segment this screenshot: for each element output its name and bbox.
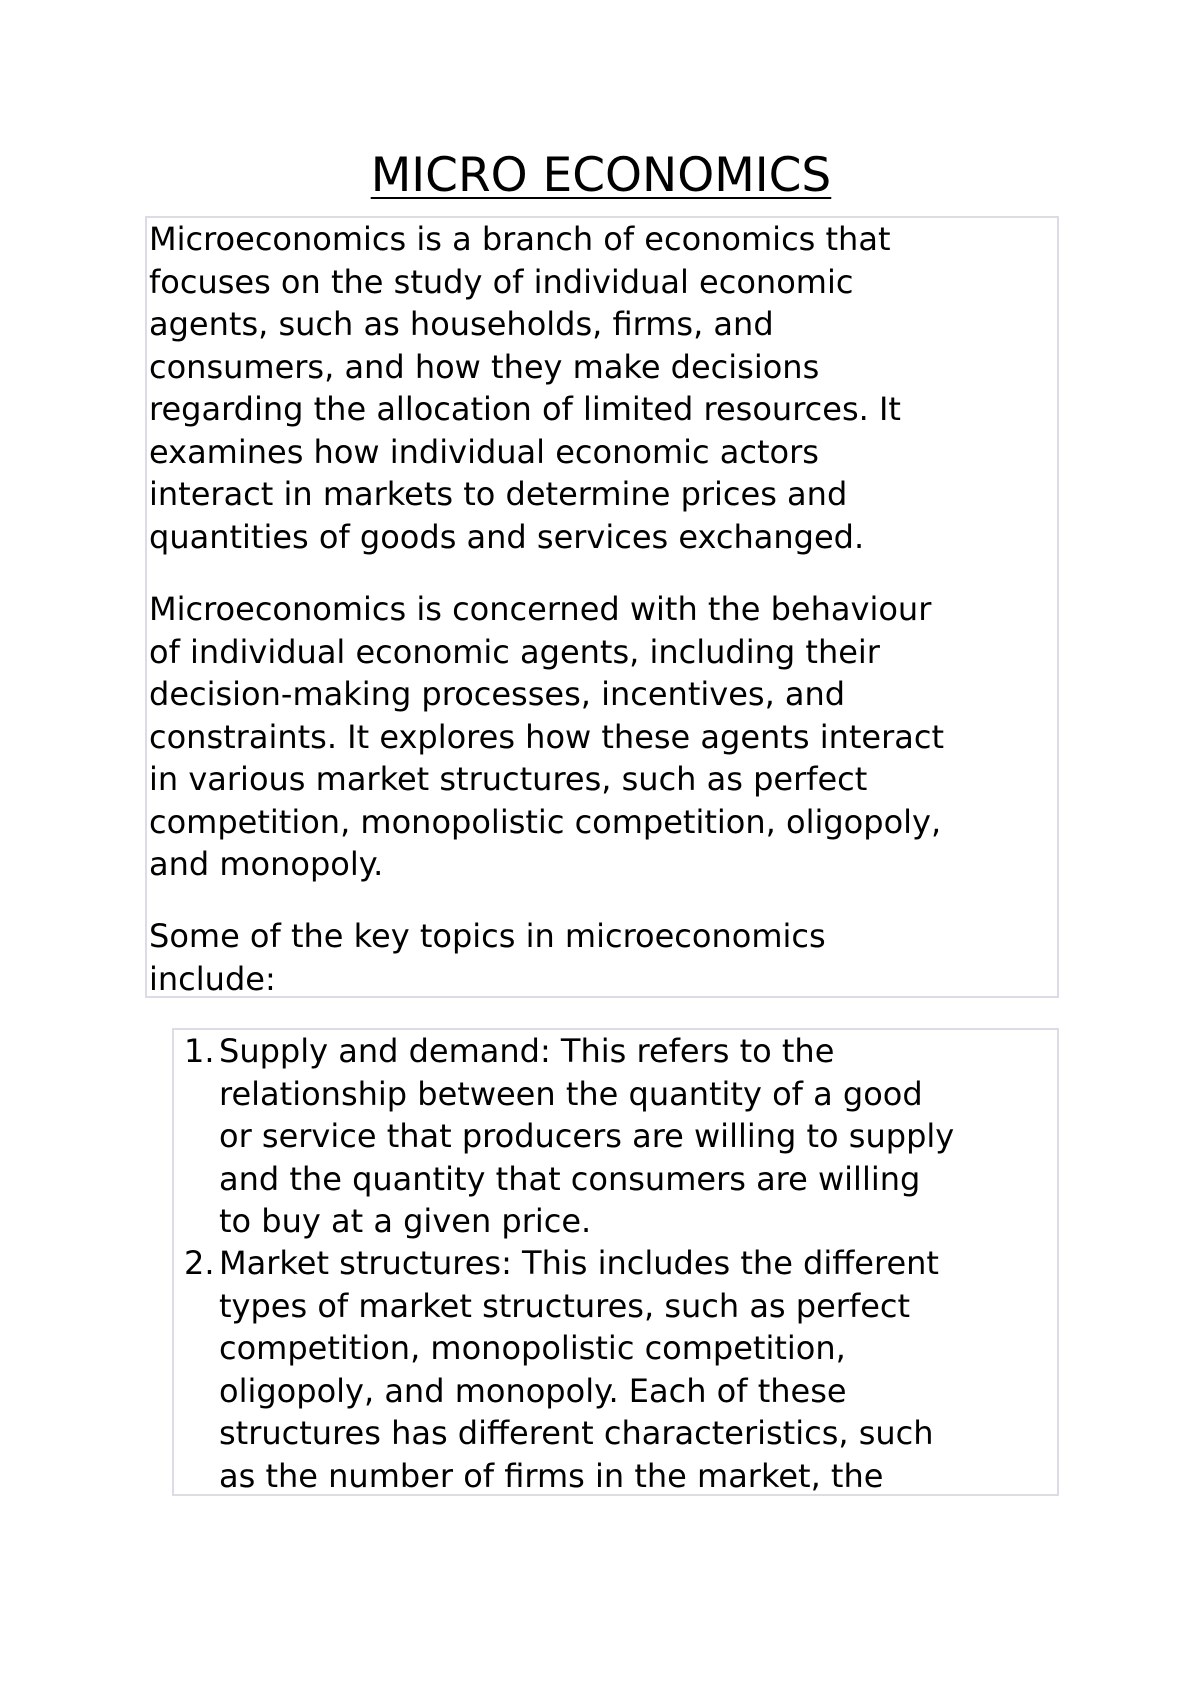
topics-list [172,1028,1059,1496]
text-line: include: [149,959,276,998]
text-line: and monopoly. [149,845,384,883]
text-line: oligopoly, and monopoly. Each of these [219,1371,847,1410]
page-title: MICRO ECONOMICS [370,148,832,203]
list-item-text [219,1030,954,1243]
list-number: 1. [184,1032,215,1070]
text-line: of individual economic agents, including their [149,632,880,671]
text-line: relationship between the quantity of a good [219,1074,923,1113]
intro-text-box [145,216,1059,998]
text-line: in various market structures, such as perfect [149,760,868,798]
text-line: Some of the key topics in microeconomics [149,917,826,955]
text-line: constraints. It explores how these agents interact [149,717,944,756]
text-line: quantities of goods and services exchanged. [149,517,865,556]
text-line: examines how individual economic actors [149,432,819,471]
text-line: interact in markets to determine prices and [149,475,848,513]
text-line: Market structures: This includes the different [219,1244,939,1282]
text-line: Supply and demand: This refers to the [219,1032,835,1070]
text-line: as the number of firms in the market, the [219,1456,884,1495]
text-line: competition, monopolistic competition, oligopoly, [149,802,942,841]
paragraph-definition [149,218,1061,558]
text-line: and the quantity that consumers are willing [219,1159,921,1198]
text-line: regarding the allocation of limited resources. It [149,390,901,428]
text-line: or service that producers are willing to supply [219,1117,955,1155]
text-line: focuses on the study of individual economic [149,262,854,301]
text-line: agents, such as households, firms, and [149,305,774,343]
text-line: types of market structures, such as perfect [219,1286,911,1325]
paragraph-behaviour [149,588,1061,886]
list-number: 2. [184,1244,215,1282]
text-line: structures has different characteristics, such [219,1414,934,1452]
text-line: Microeconomics is concerned with the behaviour [149,590,932,628]
text-line: decision-making processes, incentives, and [149,675,846,713]
paragraph-key-topics [149,915,1061,1000]
text-line: consumers, and how they make decisions [149,347,820,386]
text-line: to buy at a given price. [219,1202,592,1240]
list-item-text [219,1242,939,1496]
text-line: competition, monopolistic competition, [219,1329,846,1367]
text-line: Microeconomics is a branch of economics that [149,220,891,258]
